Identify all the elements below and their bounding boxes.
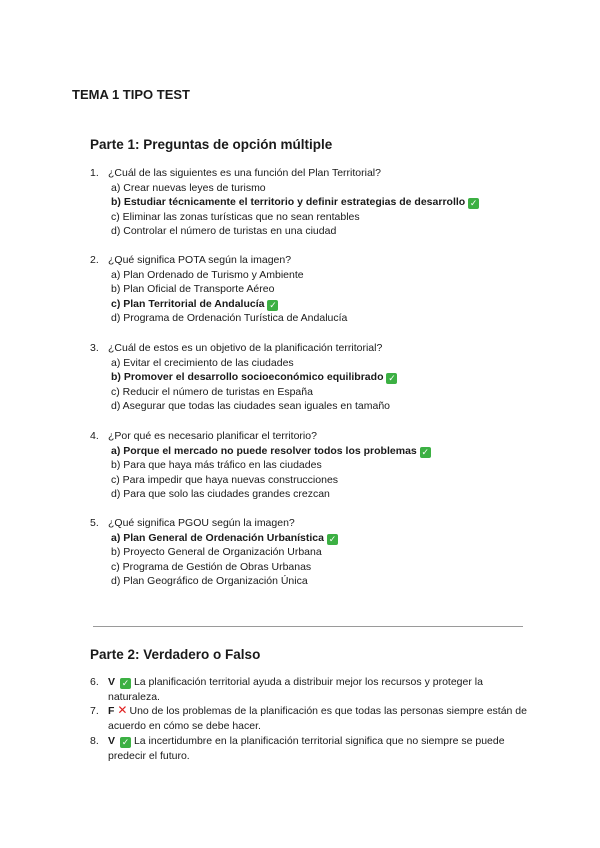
answer-label: V [108, 735, 116, 747]
check-mark-icon: ✓ [421, 446, 430, 457]
statement-text: La planificación territorial ayuda a distribuir mejor los recursos y proteger la naturaleza. [108, 676, 483, 703]
option-d: d) Plan Geográfico de Organización Única [111, 575, 308, 587]
check-mark-icon: ✓ [121, 737, 130, 747]
option-a-correct: a) Plan General de Ordenación Urbanística ✓ [111, 531, 337, 544]
option-a: a) Plan Ordenado de Turismo y Ambiente [111, 268, 304, 281]
option-b: b) Para que haya más tráfico en las ciudades [111, 459, 322, 471]
question-number: 2. [90, 254, 99, 266]
option-c: c) Eliminar las zonas turísticas que no sean rentables [111, 210, 360, 223]
question-text: ¿Qué significa POTA según la imagen? [108, 254, 292, 266]
question-number: 3. [90, 342, 99, 354]
part2-title: Parte 2: Verdadero o Falso [90, 647, 261, 662]
question-text: ¿Cuál de estos es un objetivo de la planificación territorial? [108, 342, 383, 354]
question-text: ¿Por qué es necesario planificar el territorio? [108, 430, 317, 442]
option-b-correct: b) Estudiar técnicamente el territorio y definir estrategias de desarrollo ✓ [111, 196, 478, 208]
option-d: d) Asegurar que todas las ciudades sean iguales en tamaño [111, 400, 391, 412]
item-number: 6. [90, 676, 99, 688]
check-mark-icon: ✓ [388, 373, 396, 383]
check-mark-icon: ✓ [121, 678, 130, 688]
question-1 [90, 166, 530, 239]
question-4 [90, 429, 530, 502]
option-b: b) Proyecto General de Organización Urbana [111, 546, 322, 558]
answer-label: V [108, 676, 116, 688]
option-a: a) Evitar el crecimiento de las ciudades [111, 356, 294, 369]
option-c: c) Programa de Gestión de Obras Urbanas [111, 560, 312, 573]
true-false-item-7 [90, 704, 530, 733]
item-number: 7. [90, 705, 99, 717]
option-a-correct: a) Porque el mercado no puede resolver todos los problemas ✓ [111, 444, 430, 457]
option-b: b) Plan Oficial de Transporte Aéreo [111, 283, 275, 295]
section-divider [93, 626, 523, 627]
question-5 [90, 516, 530, 589]
question-text: ¿Cuál de las siguientes es una función del Plan Territorial? [108, 167, 381, 179]
question-2 [90, 253, 530, 326]
option-d: d) Controlar el número de turistas en una ciudad [111, 225, 337, 237]
option-d: d) Para que solo las ciudades grandes crezcan [111, 488, 330, 500]
part1-title: Parte 1: Preguntas de opción múltiple [90, 137, 333, 152]
option-b-correct: b) Promover el desarrollo socioeconómico equilibrado ✓ [111, 371, 396, 383]
check-mark-icon: ✓ [269, 299, 277, 310]
item-number: 8. [90, 735, 99, 747]
option-c: c) Para impedir que haya nuevas construcciones [111, 473, 339, 486]
document-title: TEMA 1 TIPO TEST [72, 87, 190, 102]
option-c: c) Reducir el número de turistas en España [111, 385, 313, 398]
question-text: ¿Qué significa PGOU según la imagen? [108, 517, 295, 529]
statement-text: La incertidumbre en la planificación territorial significa que no siempre se puede predecir el futuro. [108, 735, 505, 762]
question-3 [90, 341, 530, 414]
true-false-item-8 [90, 734, 530, 763]
question-number: 4. [90, 430, 99, 442]
option-d: d) Programa de Ordenación Turística de Andalucía [111, 312, 348, 324]
answer-label: F [108, 705, 115, 717]
cross-mark-icon: ✕ [117, 703, 128, 717]
check-mark-icon: ✓ [328, 533, 337, 544]
check-mark-icon: ✓ [469, 198, 478, 208]
question-number: 5. [90, 517, 99, 529]
question-number: 1. [90, 167, 99, 179]
option-c-correct: c) Plan Territorial de Andalucía ✓ [111, 297, 277, 310]
statement-text: Uno de los problemas de la planificación es que todas las personas siempre están de acuerdo en cómo se debe hacer. [108, 705, 527, 732]
true-false-item-6 [90, 675, 530, 704]
option-a: a) Crear nuevas leyes de turismo [111, 181, 266, 194]
